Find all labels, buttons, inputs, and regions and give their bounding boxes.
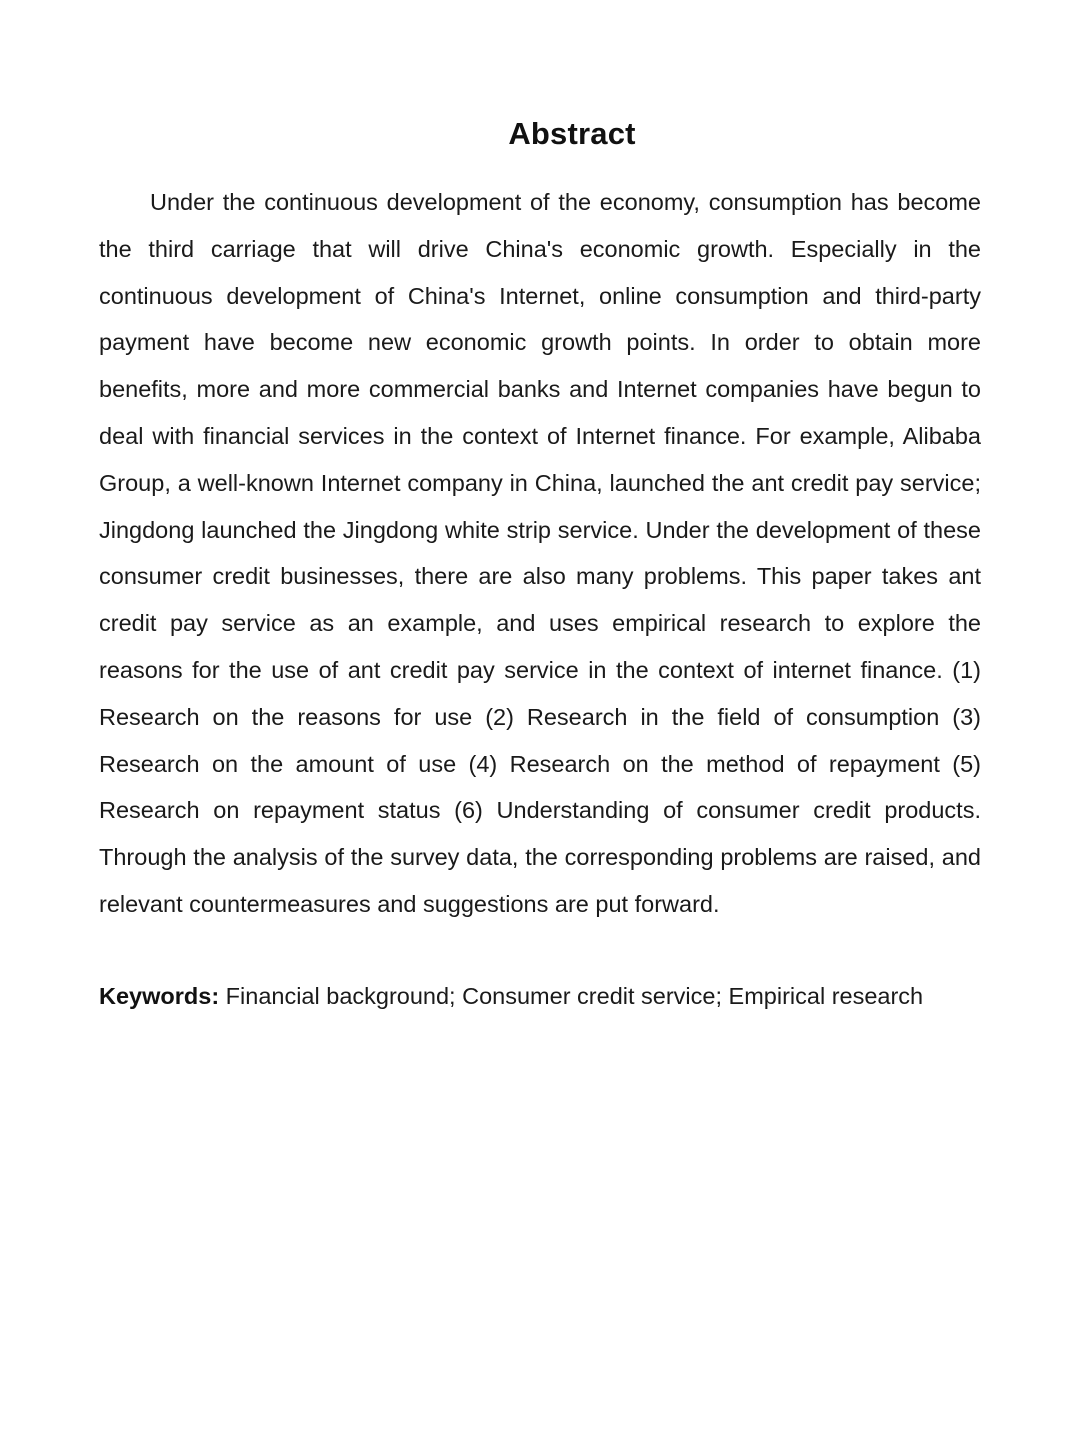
title-container	[0, 116, 1080, 152]
page-title: Abstract	[508, 116, 636, 151]
abstract-paragraph: Under the continuous development of the economy, consumption has become the third carriage that will drive China's economic growth. Especially in the continuous development of China's Internet, online consumption and third-party payment have become new economic growth points. In order to obtain more benefits, more and more commercial banks and Internet companies have begun to deal with financial services in the context of Internet finance. For example, Alibaba Group, a well-known Internet company in China, launched the ant credit pay service; Jingdong launched the Jingdong white strip service. Under the development of these consumer credit businesses, there are also many problems. This paper takes ant credit pay service as an example, and uses empirical research to explore the reasons for the use of ant credit pay service in the context of internet finance. (1) Research on the reasons for use (2) Research in the field of consumption (3) Research on the amount of use (4) Research on the method of repayment (5) Research on repayment status (6) Understanding of consumer credit products. Through the analysis of the survey data, the corresponding problems are raised, and relevant countermeasures and suggestions are put forward.	[99, 189, 981, 917]
keywords-text: Financial background; Consumer credit service; Empirical research	[219, 983, 924, 1009]
keywords-line	[99, 973, 981, 1020]
keywords-label: Keywords:	[99, 983, 220, 1009]
